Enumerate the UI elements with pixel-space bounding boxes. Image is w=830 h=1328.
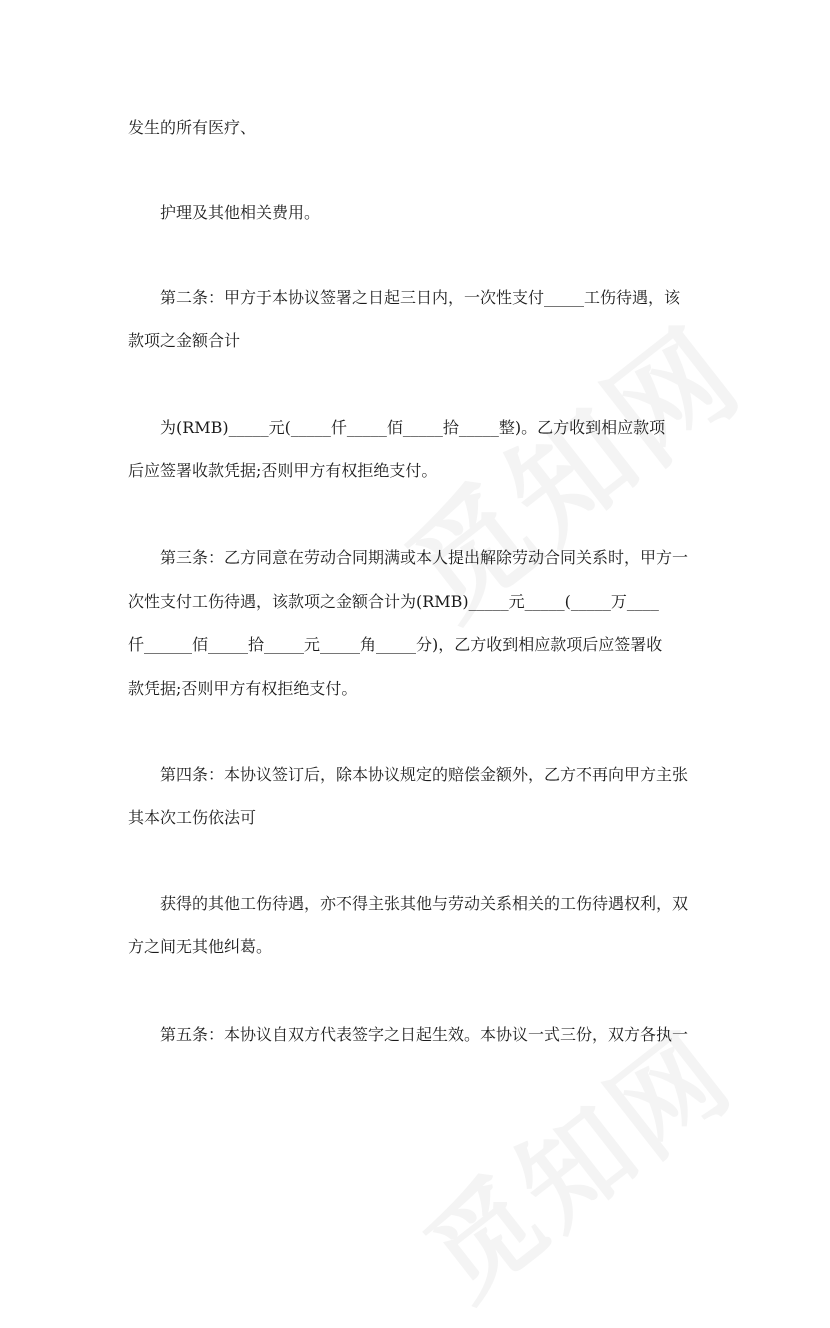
paragraph-line: 第二条：甲方于本协议签署之日起三日内，一次性支付_____工伤待遇，该	[160, 288, 681, 307]
paragraph-line: 方之间无其他纠葛。	[128, 937, 273, 956]
paragraph-line: 款凭据;否则甲方有权拒绝支付。	[128, 679, 358, 698]
paragraph-line: 第三条：乙方同意在劳动合同期满或本人提出解除劳动合同关系时，甲方一	[160, 548, 689, 567]
paragraph-line: 发生的所有医疗、	[128, 118, 257, 137]
paragraph-line: 第五条：本协议自双方代表签字之日起生效。本协议一式三份，双方各执一	[160, 1025, 689, 1044]
paragraph-line: 其本次工伤依法可	[128, 808, 257, 827]
paragraph-line: 为(RMB)_____元(_____仟_____佰_____拾_____整)。乙方收到相应款项	[160, 418, 666, 437]
paragraph-line: 后应签署收款凭据;否则甲方有权拒绝支付。	[128, 461, 438, 480]
paragraph-line: 款项之金额合计	[128, 331, 241, 350]
paragraph-line: 次性支付工伤待遇，该款项之金额合计为(RMB)_____元_____(_____万____	[128, 592, 659, 611]
paragraph-line: 仟______佰_____拾_____元_____角_____分)，乙方收到相应款项后应签署收	[128, 635, 663, 654]
paragraph-line: 第四条：本协议签订后，除本协议规定的赔偿金额外，乙方不再向甲方主张	[160, 765, 689, 784]
paragraph-line: 获得的其他工伤待遇，亦不得主张其他与劳动关系相关的工伤待遇权利，双	[160, 894, 689, 913]
paragraph-line: 护理及其他相关费用。	[160, 203, 321, 222]
